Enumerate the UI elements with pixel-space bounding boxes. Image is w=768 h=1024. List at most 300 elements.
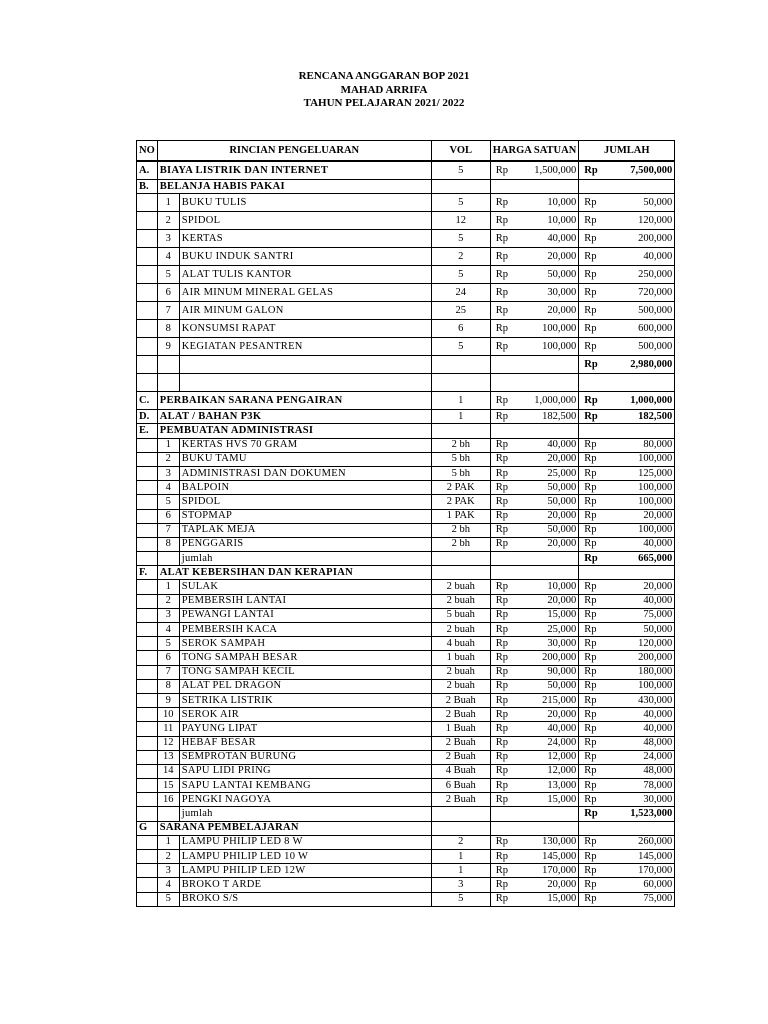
section-row [137, 424, 675, 438]
item-description: AIR MINUM MINERAL GELAS [179, 284, 431, 302]
currency-label: Rp [495, 708, 509, 720]
total-cell-amount: 430,000 [638, 694, 673, 706]
unit-price-cell [490, 850, 579, 864]
vol-cell: 2 PAK [431, 495, 490, 509]
table-row [137, 338, 675, 356]
total-cell-amount: 80,000 [643, 439, 673, 451]
vol-cell: 1 PAK [431, 509, 490, 523]
table-row [137, 665, 675, 679]
currency-label: Rp [584, 268, 597, 280]
vol-cell: 2 [431, 835, 490, 849]
total-cell-amount: 20,000 [643, 581, 673, 593]
currency-label: Rp [584, 164, 598, 176]
item-description: KERTAS HVS 70 GRAM [179, 438, 431, 452]
currency-label: Rp [584, 836, 597, 848]
vol-cell: 5 buah [431, 608, 490, 622]
item-number: 2 [157, 212, 179, 230]
vol-cell [431, 180, 490, 194]
unit-price-cell-amount: 30,000 [547, 637, 577, 649]
section-title: ALAT / BAHAN P3K [157, 410, 431, 424]
section-row [137, 392, 675, 410]
total-cell [579, 438, 675, 452]
total-cell [579, 779, 675, 793]
item-number: 3 [157, 466, 179, 480]
total-cell-amount: 100,000 [638, 495, 673, 507]
total-cell-amount: 145,000 [638, 850, 673, 862]
currency-label: Rp [495, 410, 509, 422]
currency-label: Rp [495, 467, 509, 479]
subtotal-label [179, 356, 431, 374]
item-number: 11 [157, 722, 179, 736]
vol-cell: 1 [431, 410, 490, 424]
table-row [137, 608, 675, 622]
unit-price-cell [490, 438, 579, 452]
unit-price-cell-amount: 130,000 [542, 836, 577, 848]
unit-price-cell-amount: 10,000 [547, 581, 577, 593]
row-spacer [137, 835, 158, 849]
total-cell-amount: 1,000,000 [630, 394, 673, 406]
total-cell [579, 180, 675, 194]
total-cell-amount: 720,000 [638, 286, 673, 298]
vol-cell: 2 Buah [431, 750, 490, 764]
row-spacer [137, 466, 158, 480]
unit-price-cell [490, 230, 579, 248]
total-cell-amount: 100,000 [638, 481, 673, 493]
row-spacer [137, 356, 158, 374]
currency-label: Rp [584, 651, 597, 663]
table-row [137, 302, 675, 320]
item-number: 5 [157, 266, 179, 284]
unit-price-cell [490, 266, 579, 284]
vol-cell: 2 Buah [431, 793, 490, 807]
total-cell [579, 850, 675, 864]
row-spacer [137, 651, 158, 665]
currency-label: Rp [584, 304, 597, 316]
row-spacer [137, 509, 158, 523]
currency-label: Rp [584, 322, 597, 334]
currency-label: Rp [584, 538, 597, 550]
section-letter: A. [137, 161, 158, 180]
vol-cell: 25 [431, 302, 490, 320]
table-row [137, 495, 675, 509]
table-row [137, 651, 675, 665]
total-cell-amount: 40,000 [643, 722, 673, 734]
item-number: 2 [157, 594, 179, 608]
item-number: 5 [157, 637, 179, 651]
currency-label: Rp [584, 864, 597, 876]
item-description: SEMPROTAN BURUNG [179, 750, 431, 764]
unit-price-cell [490, 878, 579, 892]
section-title: SARANA PEMBELAJARAN [157, 821, 431, 835]
blank-row [137, 374, 675, 392]
currency-label: Rp [495, 538, 509, 550]
currency-label: Rp [495, 439, 509, 451]
row-spacer [137, 807, 158, 821]
vol-cell: 5 [431, 266, 490, 284]
row-spacer [137, 750, 158, 764]
total-cell-amount: 78,000 [643, 779, 673, 791]
unit-price-cell [490, 892, 579, 906]
total-cell-amount: 500,000 [638, 340, 673, 352]
subtotal-row [137, 356, 675, 374]
total-cell [579, 194, 675, 212]
table-row [137, 892, 675, 906]
currency-label: Rp [584, 439, 597, 451]
total-cell-amount: 120,000 [638, 214, 673, 226]
unit-price-cell-amount: 12,000 [547, 765, 577, 777]
unit-price-cell-amount: 40,000 [547, 232, 577, 244]
row-spacer [137, 338, 158, 356]
vol-cell: 5 [431, 338, 490, 356]
table-row [137, 764, 675, 778]
row-spacer [579, 374, 675, 392]
section-row [137, 821, 675, 835]
table-row [137, 438, 675, 452]
item-description: ALAT TULIS KANTOR [179, 266, 431, 284]
section-title: PEMBUATAN ADMINISTRASI [157, 424, 431, 438]
item-description: PEMBERSIH KACA [179, 623, 431, 637]
currency-label: Rp [495, 286, 509, 298]
unit-price-cell-amount: 20,000 [547, 878, 577, 890]
unit-price-cell-amount: 10,000 [547, 214, 577, 226]
currency-label: Rp [495, 793, 509, 805]
row-spacer [137, 850, 158, 864]
subtotal-cell [579, 552, 675, 566]
budget-table [136, 140, 675, 907]
total-cell-amount: 250,000 [638, 268, 673, 280]
item-number: 8 [157, 537, 179, 551]
total-cell-amount: 100,000 [638, 453, 673, 465]
total-cell [579, 651, 675, 665]
total-cell-amount: 120,000 [638, 637, 673, 649]
unit-price-cell [490, 608, 579, 622]
item-description: LAMPU PHILIP LED 12W [179, 864, 431, 878]
row-spacer [137, 892, 158, 906]
total-cell [579, 266, 675, 284]
total-cell-amount: 48,000 [643, 737, 673, 749]
unit-price-cell [490, 821, 579, 835]
subtotal-label: jumlah [179, 807, 431, 821]
table-row [137, 537, 675, 551]
item-number: 8 [157, 679, 179, 693]
item-description: SETRIKA LISTRIK [179, 693, 431, 707]
total-cell-amount: 170,000 [638, 864, 673, 876]
vol-cell: 2 bh [431, 438, 490, 452]
total-cell [579, 637, 675, 651]
row-spacer [137, 764, 158, 778]
document-title [0, 70, 768, 111]
unit-price-cell [490, 864, 579, 878]
total-cell-amount: 30,000 [643, 793, 673, 805]
currency-label: Rp [584, 581, 597, 593]
subtotal-cell [579, 807, 675, 821]
section-title: PERBAIKAN SARANA PENGAIRAN [157, 392, 431, 410]
unit-price-cell-amount: 24,000 [547, 737, 577, 749]
unit-price-cell-amount: 10,000 [547, 196, 577, 208]
row-spacer [137, 266, 158, 284]
unit-price-cell-amount: 40,000 [547, 722, 577, 734]
total-cell [579, 878, 675, 892]
vol-cell: 6 [431, 320, 490, 338]
total-cell [579, 509, 675, 523]
unit-price-cell-amount: 20,000 [547, 595, 577, 607]
currency-label: Rp [495, 453, 509, 465]
total-cell-amount: 180,000 [638, 666, 673, 678]
total-cell-amount: 40,000 [643, 250, 673, 262]
row-spacer [137, 374, 158, 392]
unit-price-cell [490, 481, 579, 495]
total-cell-amount: 500,000 [638, 304, 673, 316]
total-cell [579, 821, 675, 835]
row-spacer [137, 679, 158, 693]
currency-label: Rp [584, 250, 597, 262]
unit-price-cell-amount: 50,000 [547, 680, 577, 692]
row-spacer [157, 356, 179, 374]
table-row [137, 523, 675, 537]
total-cell-amount: 100,000 [638, 524, 673, 536]
section-title: BELANJA HABIS PAKAI [157, 180, 431, 194]
row-spacer [137, 864, 158, 878]
table-row [137, 850, 675, 864]
currency-label: Rp [584, 495, 597, 507]
currency-label: Rp [495, 637, 509, 649]
total-cell-amount: 100,000 [638, 680, 673, 692]
subtotal-row [137, 807, 675, 821]
total-cell [579, 892, 675, 906]
unit-price-cell [490, 793, 579, 807]
vol-cell: 2 Buah [431, 736, 490, 750]
total-cell-amount: 182,500 [638, 410, 673, 422]
total-cell-amount: 200,000 [638, 651, 673, 663]
item-description: LAMPU PHILIP LED 8 W [179, 835, 431, 849]
total-cell [579, 665, 675, 679]
table-row [137, 693, 675, 707]
unit-price-cell [490, 552, 579, 566]
vol-cell: 1 buah [431, 651, 490, 665]
item-description: ADMINISTRASI DAN DOKUMEN [179, 466, 431, 480]
table-row [137, 580, 675, 594]
vol-cell: 5 bh [431, 466, 490, 480]
section-row [137, 161, 675, 180]
subtotal-cell-amount: 665,000 [638, 552, 673, 564]
table-row [137, 481, 675, 495]
total-cell [579, 679, 675, 693]
item-number: 5 [157, 495, 179, 509]
row-spacer [137, 284, 158, 302]
item-description: STOPMAP [179, 509, 431, 523]
total-cell [579, 580, 675, 594]
item-number: 7 [157, 523, 179, 537]
vol-cell: 2 Buah [431, 708, 490, 722]
item-description: SULAK [179, 580, 431, 594]
unit-price-cell [490, 779, 579, 793]
vol-cell: 2 buah [431, 679, 490, 693]
row-spacer [137, 537, 158, 551]
unit-price-cell-amount: 215,000 [542, 694, 577, 706]
total-cell [579, 537, 675, 551]
unit-price-cell [490, 248, 579, 266]
total-cell-amount: 50,000 [643, 196, 673, 208]
item-number: 3 [157, 608, 179, 622]
item-description: SEROK AIR [179, 708, 431, 722]
total-cell-amount: 260,000 [638, 836, 673, 848]
currency-label: Rp [584, 394, 598, 406]
item-description: TONG SAMPAH BESAR [179, 651, 431, 665]
vol-cell: 5 [431, 194, 490, 212]
item-number: 1 [157, 438, 179, 452]
unit-price-cell [490, 750, 579, 764]
unit-price-cell-amount: 20,000 [547, 304, 577, 316]
row-spacer [137, 452, 158, 466]
currency-label: Rp [584, 722, 597, 734]
currency-label: Rp [495, 581, 509, 593]
vol-cell: 1 [431, 864, 490, 878]
currency-label: Rp [495, 765, 509, 777]
item-description: PENGKI NAGOYA [179, 793, 431, 807]
row-spacer [137, 708, 158, 722]
currency-label: Rp [495, 666, 509, 678]
header-total: JUMLAH [579, 141, 675, 162]
total-cell-amount: 50,000 [643, 623, 673, 635]
total-cell-amount: 7,500,000 [630, 164, 673, 176]
currency-label: Rp [495, 196, 509, 208]
vol-cell: 5 bh [431, 452, 490, 466]
unit-price-cell-amount: 182,500 [542, 410, 577, 422]
total-cell-amount: 48,000 [643, 765, 673, 777]
unit-price-cell [490, 410, 579, 424]
item-number: 4 [157, 248, 179, 266]
row-spacer [137, 580, 158, 594]
unit-price-cell [490, 764, 579, 778]
item-number: 12 [157, 736, 179, 750]
total-cell [579, 481, 675, 495]
total-cell [579, 693, 675, 707]
vol-cell: 1 Buah [431, 722, 490, 736]
total-cell [579, 523, 675, 537]
currency-label: Rp [584, 358, 598, 370]
vol-cell: 2 buah [431, 623, 490, 637]
unit-price-cell [490, 835, 579, 849]
unit-price-cell [490, 523, 579, 537]
total-cell [579, 736, 675, 750]
total-cell [579, 302, 675, 320]
row-spacer [137, 248, 158, 266]
unit-price-cell-amount: 15,000 [547, 793, 577, 805]
currency-label: Rp [584, 878, 597, 890]
unit-price-cell [490, 566, 579, 580]
subtotal-row [137, 552, 675, 566]
item-description: TONG SAMPAH KECIL [179, 665, 431, 679]
item-description: BALPOIN [179, 481, 431, 495]
table-row [137, 212, 675, 230]
unit-price-cell-amount: 100,000 [542, 340, 577, 352]
table-row [137, 623, 675, 637]
currency-label: Rp [495, 250, 509, 262]
unit-price-cell-amount: 90,000 [547, 666, 577, 678]
table-header-row [137, 141, 675, 162]
currency-label: Rp [584, 779, 597, 791]
unit-price-cell-amount: 50,000 [547, 268, 577, 280]
table-row [137, 594, 675, 608]
row-spacer [137, 722, 158, 736]
item-number: 4 [157, 623, 179, 637]
total-cell [579, 452, 675, 466]
vol-cell: 2 PAK [431, 481, 490, 495]
currency-label: Rp [495, 524, 509, 536]
unit-price-cell [490, 452, 579, 466]
row-spacer [137, 793, 158, 807]
currency-label: Rp [495, 893, 509, 905]
vol-cell: 3 [431, 878, 490, 892]
unit-price-cell-amount: 200,000 [542, 651, 577, 663]
item-number: 16 [157, 793, 179, 807]
currency-label: Rp [584, 552, 598, 564]
item-description: AIR MINUM GALON [179, 302, 431, 320]
total-cell [579, 623, 675, 637]
item-description: SPIDOL [179, 495, 431, 509]
item-number: 10 [157, 708, 179, 722]
total-cell-amount: 125,000 [638, 467, 673, 479]
unit-price-cell [490, 424, 579, 438]
currency-label: Rp [495, 394, 509, 406]
currency-label: Rp [495, 304, 509, 316]
vol-cell: 4 buah [431, 637, 490, 651]
unit-price-cell [490, 509, 579, 523]
title-line-1: RENCANA ANGGARAN BOP 2021 [298, 70, 470, 82]
vol-cell: 6 Buah [431, 779, 490, 793]
unit-price-cell-amount: 1,500,000 [534, 164, 577, 176]
item-description: TAPLAK MEJA [179, 523, 431, 537]
section-row [137, 410, 675, 424]
vol-cell: 2 buah [431, 594, 490, 608]
unit-price-cell-amount: 50,000 [547, 524, 577, 536]
vol-cell: 4 Buah [431, 764, 490, 778]
unit-price-cell-amount: 40,000 [547, 439, 577, 451]
total-cell [579, 495, 675, 509]
unit-price-cell-amount: 50,000 [547, 495, 577, 507]
item-number: 15 [157, 779, 179, 793]
vol-cell: 1 [431, 850, 490, 864]
row-spacer [137, 495, 158, 509]
currency-label: Rp [584, 765, 597, 777]
total-cell [579, 284, 675, 302]
currency-label: Rp [495, 864, 509, 876]
item-description: PEWANGI LANTAI [179, 608, 431, 622]
vol-cell: 2 bh [431, 523, 490, 537]
total-cell-amount: 40,000 [643, 595, 673, 607]
total-cell [579, 722, 675, 736]
currency-label: Rp [495, 510, 509, 522]
item-description: BUKU TULIS [179, 194, 431, 212]
section-row [137, 180, 675, 194]
unit-price-cell [490, 637, 579, 651]
unit-price-cell [490, 320, 579, 338]
item-description: SAPU LANTAI KEMBANG [179, 779, 431, 793]
item-number: 2 [157, 850, 179, 864]
row-spacer [137, 194, 158, 212]
item-description: BUKU INDUK SANTRI [179, 248, 431, 266]
unit-price-cell-amount: 20,000 [547, 453, 577, 465]
row-spacer [137, 438, 158, 452]
vol-cell: 2 buah [431, 580, 490, 594]
currency-label: Rp [584, 623, 597, 635]
item-number: 6 [157, 651, 179, 665]
vol-cell: 12 [431, 212, 490, 230]
item-description: LAMPU PHILIP LED 10 W [179, 850, 431, 864]
header-no: NO [137, 141, 158, 162]
currency-label: Rp [584, 680, 597, 692]
unit-price-cell-amount: 15,000 [547, 893, 577, 905]
